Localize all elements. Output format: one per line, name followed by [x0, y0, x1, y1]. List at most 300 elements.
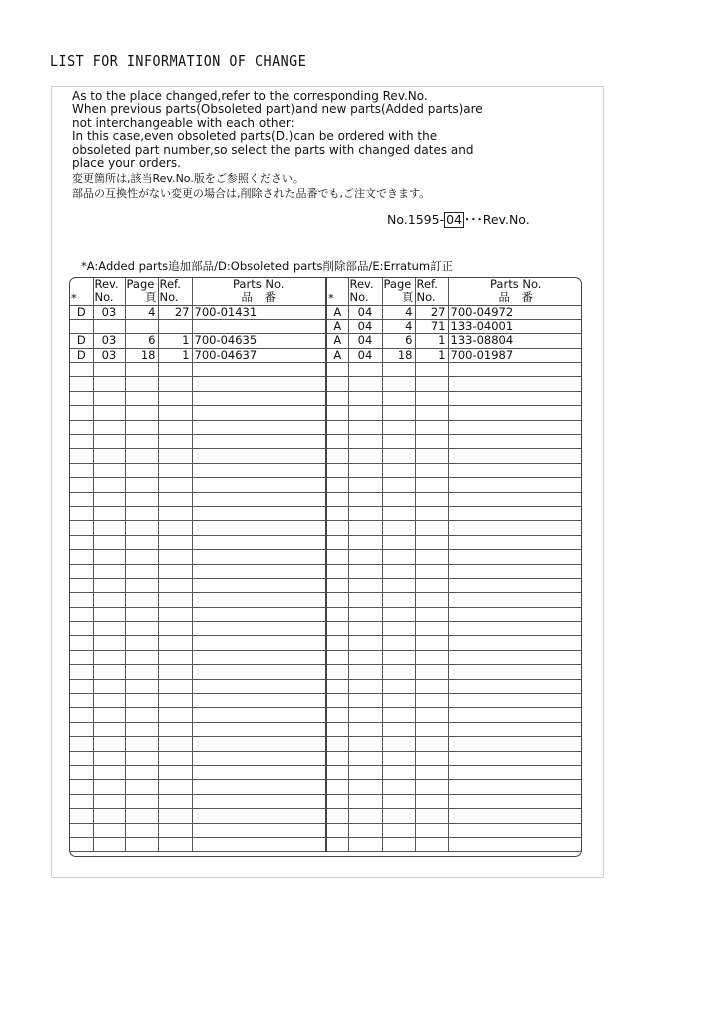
table-cell	[158, 809, 192, 823]
table-cell	[125, 377, 158, 391]
table-cell	[326, 837, 348, 851]
table-cell	[348, 363, 382, 377]
table-cell	[415, 722, 448, 736]
intro-text-jp	[72, 172, 430, 201]
table-cell: D	[70, 348, 93, 362]
jp-line: 部品の互換性がない変更の場合は,削除された品番でも,ご注文できます。	[72, 186, 431, 200]
table-cell	[348, 650, 382, 664]
table-cell	[192, 319, 326, 333]
table-row	[70, 463, 582, 477]
table-cell	[348, 406, 382, 420]
change-table-container	[69, 277, 582, 857]
table-cell	[158, 751, 192, 765]
table-cell: 04	[348, 334, 382, 348]
table-cell	[326, 449, 348, 463]
table-cell	[125, 737, 158, 751]
table-cell	[192, 823, 326, 837]
page-title: LIST FOR INFORMATION OF CHANGE	[50, 52, 307, 70]
table-cell	[192, 435, 326, 449]
table-cell	[93, 636, 125, 650]
table-cell	[125, 449, 158, 463]
table-cell	[125, 679, 158, 693]
table-cell	[415, 535, 448, 549]
table-cell: 6	[382, 334, 415, 348]
table-cell	[382, 780, 415, 794]
table-cell	[326, 708, 348, 722]
table-cell	[348, 449, 382, 463]
table-row	[70, 377, 582, 391]
table-row	[70, 506, 582, 520]
table-cell	[382, 823, 415, 837]
table-cell	[93, 492, 125, 506]
table-cell	[448, 578, 582, 592]
table-cell	[448, 492, 582, 506]
table-cell	[70, 665, 93, 679]
table-cell	[415, 506, 448, 520]
change-table	[70, 278, 582, 852]
table-cell	[192, 363, 326, 377]
table-cell	[158, 593, 192, 607]
table-row	[70, 492, 582, 506]
table-cell	[326, 406, 348, 420]
table-cell	[448, 593, 582, 607]
table-row	[70, 607, 582, 621]
table-cell	[382, 694, 415, 708]
table-cell	[192, 578, 326, 592]
table-cell	[448, 722, 582, 736]
table-cell	[382, 650, 415, 664]
table-cell	[326, 694, 348, 708]
table-cell	[326, 535, 348, 549]
table-cell	[125, 406, 158, 420]
table-row	[70, 823, 582, 837]
table-cell: 4	[382, 319, 415, 333]
table-row	[70, 636, 582, 650]
table-cell	[192, 722, 326, 736]
table-cell	[348, 809, 382, 823]
intro-line: place your orders.	[72, 155, 181, 170]
table-cell	[348, 737, 382, 751]
table-cell	[326, 435, 348, 449]
table-row	[70, 550, 582, 564]
table-cell	[158, 794, 192, 808]
table-cell: A	[326, 334, 348, 348]
table-cell: 03	[93, 334, 125, 348]
table-cell	[158, 737, 192, 751]
table-cell	[192, 636, 326, 650]
table-cell	[192, 391, 326, 405]
table-cell	[326, 780, 348, 794]
legend: *A:Added parts追加部品/D:Obsoleted parts削除部品/E:Erratum訂正	[81, 259, 454, 273]
table-cell	[93, 506, 125, 520]
table-cell	[382, 363, 415, 377]
table-cell	[93, 420, 125, 434]
table-cell	[348, 679, 382, 693]
table-cell	[70, 679, 93, 693]
header-parts-no: Parts No. 品 番	[192, 278, 326, 305]
revision-reference	[387, 210, 530, 228]
table-cell	[125, 593, 158, 607]
table-cell	[382, 435, 415, 449]
table-cell	[415, 463, 448, 477]
table-cell	[125, 391, 158, 405]
table-cell	[348, 535, 382, 549]
table-cell: 03	[93, 305, 125, 319]
table-cell	[158, 636, 192, 650]
table-cell	[382, 420, 415, 434]
header-star: *	[326, 278, 348, 305]
table-cell	[70, 319, 93, 333]
table-cell: 1	[415, 348, 448, 362]
table-cell	[326, 492, 348, 506]
table-cell	[158, 694, 192, 708]
table-cell	[326, 391, 348, 405]
table-cell	[70, 823, 93, 837]
table-cell	[382, 406, 415, 420]
table-cell	[125, 751, 158, 765]
table-cell	[382, 521, 415, 535]
table-cell	[415, 823, 448, 837]
table-row	[70, 305, 582, 319]
table-cell: 700-04635	[192, 334, 326, 348]
table-cell	[348, 521, 382, 535]
table-cell	[70, 766, 93, 780]
table-row	[70, 564, 582, 578]
table-cell	[93, 363, 125, 377]
table-cell	[93, 607, 125, 621]
table-cell	[192, 694, 326, 708]
table-cell	[70, 694, 93, 708]
table-cell	[70, 435, 93, 449]
table-cell	[348, 420, 382, 434]
intro-line: In this case,even obsoleted parts(D.)can be ordered with the	[72, 129, 438, 144]
table-cell	[415, 363, 448, 377]
table-cell	[326, 823, 348, 837]
table-cell	[93, 377, 125, 391]
table-cell	[70, 722, 93, 736]
table-cell	[348, 463, 382, 477]
table-cell	[448, 737, 582, 751]
table-cell	[70, 391, 93, 405]
table-cell	[192, 607, 326, 621]
table-cell	[348, 794, 382, 808]
table-cell	[125, 708, 158, 722]
revision-number-box: 04	[446, 212, 462, 227]
intro-line: As to the place changed,refer to the corresponding Rev.No.	[72, 89, 428, 103]
table-cell	[448, 708, 582, 722]
table-cell	[382, 809, 415, 823]
table-cell	[158, 550, 192, 564]
table-cell	[326, 564, 348, 578]
table-cell	[382, 636, 415, 650]
table-cell	[125, 506, 158, 520]
table-cell	[125, 766, 158, 780]
table-cell	[125, 319, 158, 333]
table-cell	[348, 636, 382, 650]
table-cell: 18	[125, 348, 158, 362]
table-cell	[192, 737, 326, 751]
table-cell	[70, 578, 93, 592]
table-cell	[192, 794, 326, 808]
table-cell	[192, 420, 326, 434]
table-row	[70, 780, 582, 794]
table-cell	[326, 751, 348, 765]
table-cell	[70, 377, 93, 391]
table-cell	[415, 607, 448, 621]
table-cell	[93, 535, 125, 549]
table-cell	[158, 766, 192, 780]
table-cell	[158, 406, 192, 420]
header-page: Page 頁	[126, 278, 157, 304]
table-cell	[382, 478, 415, 492]
table-row	[70, 535, 582, 549]
table-cell	[70, 809, 93, 823]
table-cell	[70, 794, 93, 808]
table-cell	[348, 564, 382, 578]
table-cell	[70, 420, 93, 434]
table-cell	[192, 751, 326, 765]
table-cell: D	[70, 305, 93, 319]
table-cell	[93, 406, 125, 420]
revision-prefix: No.1595-	[387, 212, 445, 227]
table-cell	[415, 766, 448, 780]
table-cell	[326, 578, 348, 592]
table-cell	[448, 463, 582, 477]
table-cell	[348, 837, 382, 851]
table-row	[70, 348, 582, 362]
table-header-row	[70, 278, 582, 305]
table-cell	[326, 463, 348, 477]
header-rev-no: Rev. No.	[348, 278, 382, 305]
table-cell	[415, 794, 448, 808]
table-cell	[326, 506, 348, 520]
table-cell	[415, 377, 448, 391]
table-cell	[348, 550, 382, 564]
table-cell	[192, 492, 326, 506]
table-cell	[448, 780, 582, 794]
table-cell	[448, 478, 582, 492]
table-cell	[348, 694, 382, 708]
table-cell	[70, 521, 93, 535]
table-cell	[415, 751, 448, 765]
table-cell	[70, 780, 93, 794]
table-cell	[326, 593, 348, 607]
table-cell	[125, 636, 158, 650]
table-cell	[415, 837, 448, 851]
table-cell	[326, 607, 348, 621]
table-cell: A	[326, 305, 348, 319]
table-cell	[415, 809, 448, 823]
table-cell: 700-04637	[192, 348, 326, 362]
table-cell	[382, 391, 415, 405]
table-row	[70, 751, 582, 765]
table-cell	[125, 420, 158, 434]
table-cell	[326, 809, 348, 823]
table-cell	[348, 506, 382, 520]
table-cell	[348, 622, 382, 636]
table-cell	[415, 679, 448, 693]
table-cell	[382, 766, 415, 780]
table-cell	[415, 578, 448, 592]
table-cell	[448, 449, 582, 463]
table-cell	[70, 506, 93, 520]
table-cell	[93, 521, 125, 535]
table-cell	[448, 766, 582, 780]
table-cell	[382, 550, 415, 564]
table-cell	[192, 679, 326, 693]
table-cell	[158, 722, 192, 736]
table-cell	[348, 391, 382, 405]
table-cell	[70, 406, 93, 420]
header-ref-no: Ref. No.	[415, 278, 448, 305]
table-cell	[448, 363, 582, 377]
table-cell	[70, 550, 93, 564]
table-cell	[382, 463, 415, 477]
table-cell	[70, 751, 93, 765]
header-star: *	[70, 278, 93, 305]
table-cell	[192, 449, 326, 463]
table-cell	[93, 794, 125, 808]
table-cell	[125, 564, 158, 578]
table-cell	[158, 478, 192, 492]
table-cell	[448, 535, 582, 549]
table-cell	[192, 622, 326, 636]
table-cell	[448, 794, 582, 808]
table-cell	[93, 780, 125, 794]
table-row	[70, 406, 582, 420]
table-cell	[125, 722, 158, 736]
table-row	[70, 679, 582, 693]
table-cell	[192, 478, 326, 492]
table-cell	[158, 449, 192, 463]
table-cell: 71	[415, 319, 448, 333]
table-cell: D	[70, 334, 93, 348]
table-cell	[93, 665, 125, 679]
table-cell	[70, 535, 93, 549]
table-cell	[93, 809, 125, 823]
table-cell	[448, 837, 582, 851]
table-cell: 4	[125, 305, 158, 319]
table-cell	[348, 823, 382, 837]
header-page: Page 頁	[383, 278, 414, 304]
table-cell	[448, 550, 582, 564]
table-cell	[125, 823, 158, 837]
table-cell	[415, 406, 448, 420]
table-cell	[70, 650, 93, 664]
table-cell	[192, 593, 326, 607]
table-cell	[158, 492, 192, 506]
table-row	[70, 622, 582, 636]
table-cell	[158, 578, 192, 592]
intro-text-en	[72, 90, 483, 170]
table-row	[70, 521, 582, 535]
table-cell: 700-04972	[448, 305, 582, 319]
table-cell	[382, 607, 415, 621]
table-cell	[415, 650, 448, 664]
table-row	[70, 578, 582, 592]
table-cell	[93, 837, 125, 851]
table-row	[70, 593, 582, 607]
table-cell	[415, 449, 448, 463]
table-cell: 27	[158, 305, 192, 319]
table-cell	[158, 607, 192, 621]
table-cell	[348, 722, 382, 736]
table-cell: 4	[382, 305, 415, 319]
table-cell	[448, 679, 582, 693]
table-cell	[158, 665, 192, 679]
table-cell	[192, 809, 326, 823]
table-cell	[348, 708, 382, 722]
table-cell	[382, 506, 415, 520]
table-cell	[93, 391, 125, 405]
table-cell	[70, 708, 93, 722]
table-cell	[448, 521, 582, 535]
table-cell	[448, 809, 582, 823]
table-cell	[415, 420, 448, 434]
table-cell	[448, 420, 582, 434]
table-cell	[70, 564, 93, 578]
table-cell	[326, 377, 348, 391]
header-rev-no: Rev. No.	[93, 278, 125, 305]
table-cell	[93, 478, 125, 492]
table-cell: 27	[415, 305, 448, 319]
table-cell	[158, 391, 192, 405]
table-row	[70, 809, 582, 823]
table-cell	[415, 780, 448, 794]
table-cell: A	[326, 319, 348, 333]
table-cell	[382, 622, 415, 636]
table-cell	[348, 751, 382, 765]
table-row	[70, 420, 582, 434]
table-cell	[70, 737, 93, 751]
table-cell	[125, 521, 158, 535]
table-cell	[70, 363, 93, 377]
table-cell	[158, 823, 192, 837]
table-cell	[415, 622, 448, 636]
table-cell	[326, 636, 348, 650]
table-cell	[326, 794, 348, 808]
table-cell	[415, 593, 448, 607]
table-cell	[448, 823, 582, 837]
table-cell	[382, 564, 415, 578]
table-row	[70, 363, 582, 377]
table-cell	[125, 794, 158, 808]
table-cell	[326, 363, 348, 377]
table-cell	[448, 377, 582, 391]
table-row	[70, 737, 582, 751]
table-cell	[415, 521, 448, 535]
table-cell	[382, 722, 415, 736]
table-cell: 133-04001	[448, 319, 582, 333]
table-cell	[192, 564, 326, 578]
table-cell	[93, 319, 125, 333]
table-row	[70, 722, 582, 736]
table-cell	[348, 578, 382, 592]
table-row	[70, 837, 582, 851]
table-cell	[70, 636, 93, 650]
table-cell	[158, 463, 192, 477]
table-row	[70, 650, 582, 664]
table-cell	[326, 478, 348, 492]
table-cell	[125, 550, 158, 564]
table-cell	[192, 463, 326, 477]
table-cell	[348, 766, 382, 780]
table-row	[70, 694, 582, 708]
table-cell	[158, 622, 192, 636]
table-cell	[326, 550, 348, 564]
table-cell	[125, 694, 158, 708]
table-cell	[415, 478, 448, 492]
